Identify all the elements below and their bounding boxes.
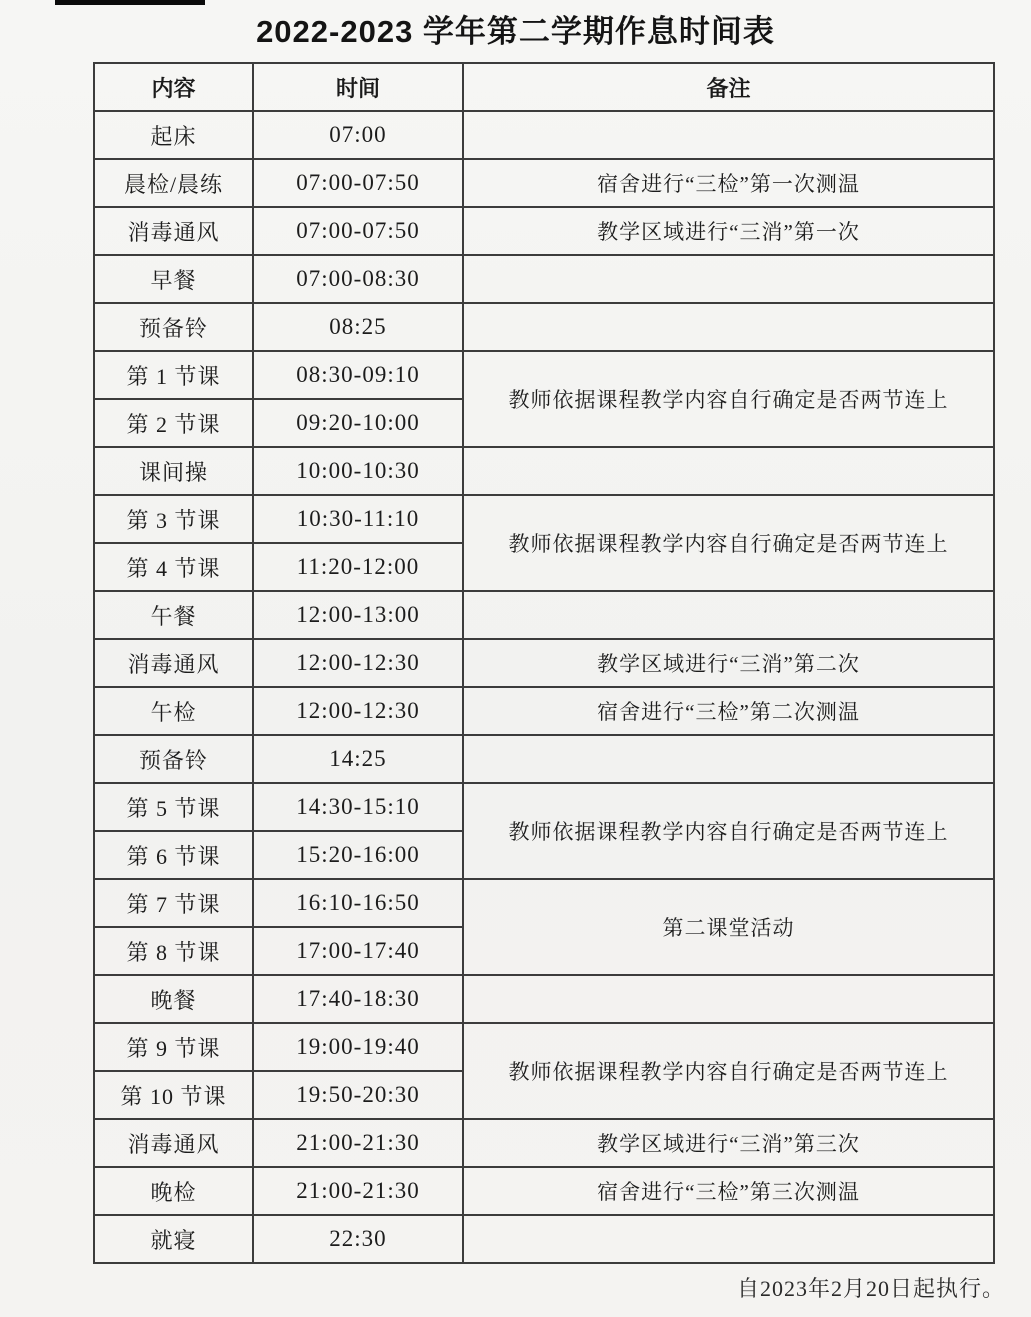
row-content-cell: 第 1 节课: [94, 351, 253, 399]
row-remark-cell: [463, 1215, 994, 1263]
row-time-cell: 09:20-10:00: [253, 399, 463, 447]
table-header-row: [94, 63, 994, 111]
row-content-cell: 早餐: [94, 255, 253, 303]
row-content-cell: 消毒通风: [94, 1119, 253, 1167]
row-content-cell: 消毒通风: [94, 639, 253, 687]
table-row: [94, 495, 994, 543]
table-row: [94, 975, 994, 1023]
table-row: [94, 207, 994, 255]
row-remark-cell: [463, 975, 994, 1023]
table-row: [94, 687, 994, 735]
table-row: [94, 351, 994, 399]
table-row: [94, 255, 994, 303]
table-header-content: 内容: [94, 63, 253, 111]
row-time-cell: 21:00-21:30: [253, 1167, 463, 1215]
row-content-cell: 预备铃: [94, 735, 253, 783]
row-content-cell: 第 5 节课: [94, 783, 253, 831]
row-content-cell: 消毒通风: [94, 207, 253, 255]
row-content-cell: 第 6 节课: [94, 831, 253, 879]
row-time-cell: 21:00-21:30: [253, 1119, 463, 1167]
row-remark-cell: 宿舍进行“三检”第一次测温: [463, 159, 994, 207]
row-content-cell: 午检: [94, 687, 253, 735]
table-row: [94, 591, 994, 639]
row-time-cell: 12:00-12:30: [253, 687, 463, 735]
row-time-cell: 17:00-17:40: [253, 927, 463, 975]
row-content-cell: 晚检: [94, 1167, 253, 1215]
row-content-cell: 就寝: [94, 1215, 253, 1263]
row-content-cell: 第 3 节课: [94, 495, 253, 543]
row-remark-cell-merged: 教师依据课程教学内容自行确定是否两节连上: [463, 783, 994, 879]
row-remark-cell: 宿舍进行“三检”第三次测温: [463, 1167, 994, 1215]
row-remark-cell: [463, 111, 994, 159]
row-content-cell: 晚餐: [94, 975, 253, 1023]
row-remark-cell-merged: 第二课堂活动: [463, 879, 994, 975]
row-remark-cell-merged: 教师依据课程教学内容自行确定是否两节连上: [463, 495, 994, 591]
row-time-cell: 08:30-09:10: [253, 351, 463, 399]
row-remark-cell: [463, 255, 994, 303]
row-content-cell: 第 8 节课: [94, 927, 253, 975]
row-time-cell: 14:25: [253, 735, 463, 783]
row-remark-cell: 教学区域进行“三消”第三次: [463, 1119, 994, 1167]
table-row: [94, 303, 994, 351]
row-time-cell: 17:40-18:30: [253, 975, 463, 1023]
footer-note: 自2023年2月20日起执行。: [736, 1276, 1005, 1301]
row-content-cell: 午餐: [94, 591, 253, 639]
row-time-cell: 10:30-11:10: [253, 495, 463, 543]
row-time-cell: 07:00-07:50: [253, 207, 463, 255]
table-row: [94, 1023, 994, 1071]
table-row: [94, 735, 994, 783]
table-row: [94, 1215, 994, 1263]
row-remark-cell: [463, 735, 994, 783]
table-row: [94, 879, 994, 927]
table-row: [94, 111, 994, 159]
table-header-remark: 备注: [463, 63, 994, 111]
row-time-cell: 15:20-16:00: [253, 831, 463, 879]
row-time-cell: 08:25: [253, 303, 463, 351]
page-title: 2022-2023 学年第二学期作息时间表: [256, 14, 775, 49]
row-remark-cell-merged: 教师依据课程教学内容自行确定是否两节连上: [463, 351, 994, 447]
row-time-cell: 07:00: [253, 111, 463, 159]
row-remark-cell: 教学区域进行“三消”第一次: [463, 207, 994, 255]
row-time-cell: 12:00-12:30: [253, 639, 463, 687]
row-time-cell: 10:00-10:30: [253, 447, 463, 495]
top-edge-artifact: [55, 0, 205, 5]
row-time-cell: 07:00-07:50: [253, 159, 463, 207]
row-content-cell: 晨检/晨练: [94, 159, 253, 207]
row-content-cell: 第 10 节课: [94, 1071, 253, 1119]
row-time-cell: 14:30-15:10: [253, 783, 463, 831]
row-content-cell: 课间操: [94, 447, 253, 495]
row-remark-cell: [463, 447, 994, 495]
row-time-cell: 19:50-20:30: [253, 1071, 463, 1119]
timetable: [93, 62, 995, 1264]
row-remark-cell: [463, 591, 994, 639]
table-header-time: 时间: [253, 63, 463, 111]
row-content-cell: 起床: [94, 111, 253, 159]
table-row: [94, 639, 994, 687]
row-content-cell: 第 9 节课: [94, 1023, 253, 1071]
row-time-cell: 22:30: [253, 1215, 463, 1263]
row-remark-cell: [463, 303, 994, 351]
row-time-cell: 19:00-19:40: [253, 1023, 463, 1071]
row-remark-cell: 教学区域进行“三消”第二次: [463, 639, 994, 687]
row-remark-cell-merged: 教师依据课程教学内容自行确定是否两节连上: [463, 1023, 994, 1119]
table-row: [94, 1119, 994, 1167]
table-row: [94, 159, 994, 207]
row-remark-cell: 宿舍进行“三检”第二次测温: [463, 687, 994, 735]
row-time-cell: 12:00-13:00: [253, 591, 463, 639]
row-time-cell: 16:10-16:50: [253, 879, 463, 927]
row-content-cell: 第 2 节课: [94, 399, 253, 447]
row-content-cell: 第 7 节课: [94, 879, 253, 927]
table-row: [94, 783, 994, 831]
row-time-cell: 07:00-08:30: [253, 255, 463, 303]
row-time-cell: 11:20-12:00: [253, 543, 463, 591]
table-row: [94, 447, 994, 495]
table-row: [94, 1167, 994, 1215]
row-content-cell: 第 4 节课: [94, 543, 253, 591]
row-content-cell: 预备铃: [94, 303, 253, 351]
